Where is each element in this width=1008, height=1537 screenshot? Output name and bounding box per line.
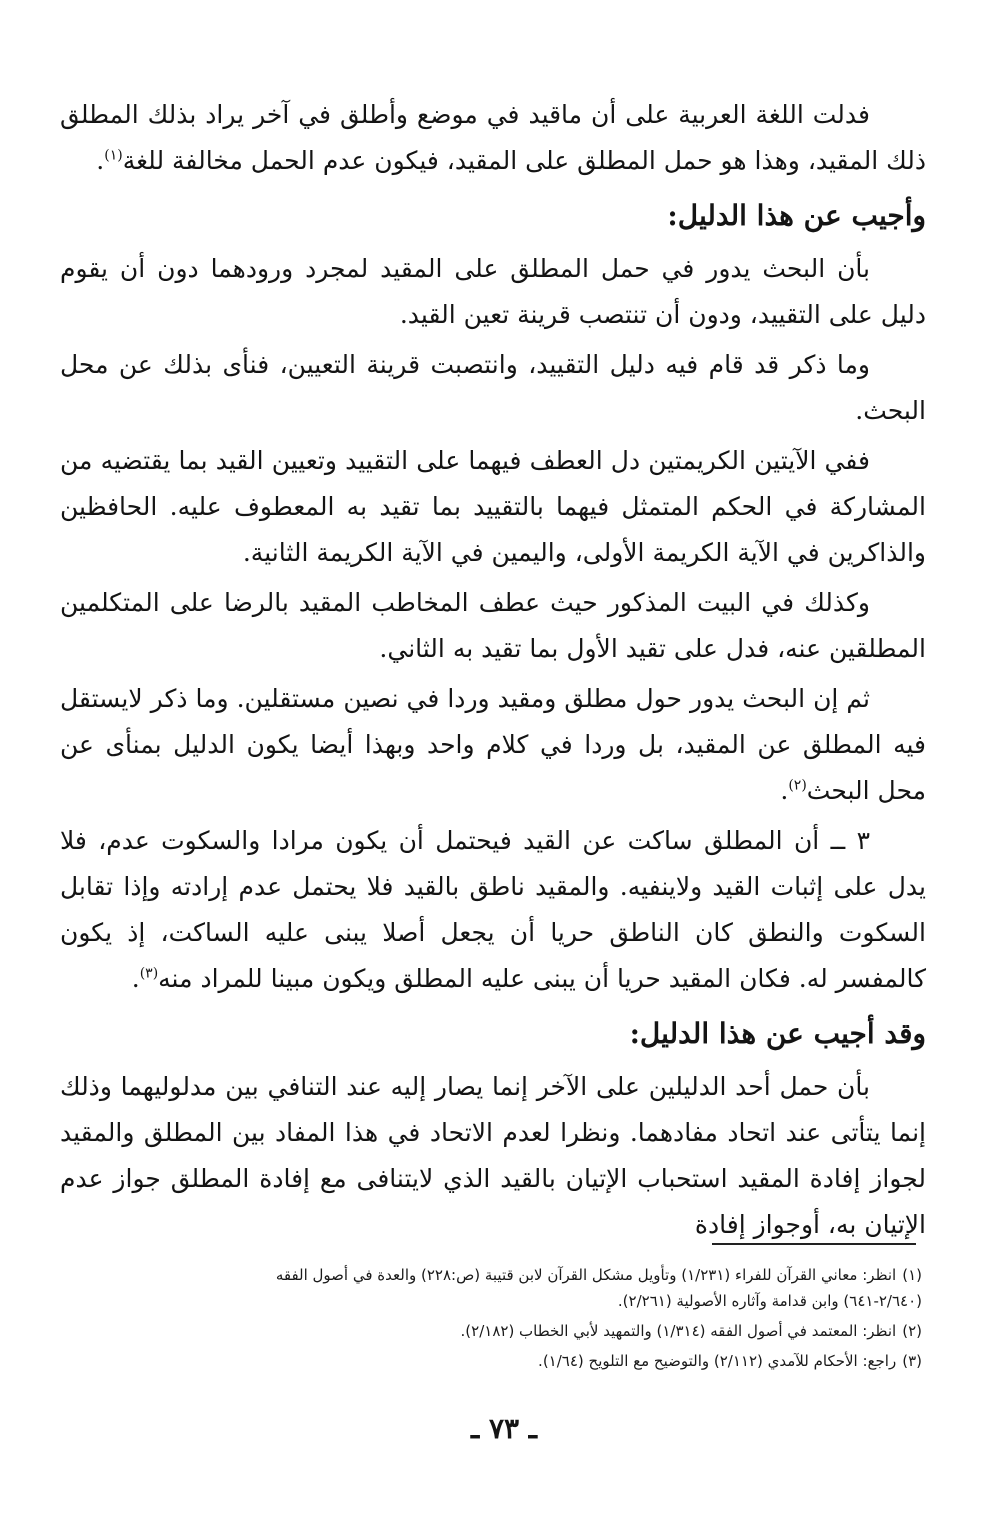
footnote-2-number: (٢) [902,1322,922,1340]
footnote-1 [60,1262,926,1314]
footnote-3 [60,1348,926,1374]
footnote-ref-1[interactable]: (١) [104,147,123,164]
footnotes [60,1262,926,1378]
footnote-3-number: (٣) [902,1352,922,1370]
footnote-divider [712,1243,916,1245]
paragraph-4: ففي الآيتين الكريمتين دل العطف فيهما على التقييد وتعيين القيد بما يقتضيه من المشاركة في الحكم المتمثل فيهما بالتقييد بما تقيد به المعطوف عليه. الحافظين والذاكرين في الآية الكريمة الأولى، واليمين في الآية الكريمة الثانية. [60,446,926,567]
paragraph-1-end: . [96,146,105,175]
footnote-2-text: انظر: المعتمد في أصول الفقه (١/٣١٤) والتمهيد لأبي الخطاب (٢/١٨٢). [460,1322,897,1340]
paragraph-1 [60,92,926,184]
paragraph-5: وكذلك في البيت المذكور حيث عطف المخاطب المقيد بالرضا على المتكلمين المطلقين عنه، فدل على تقيد الأول بما تقيد به الثاني. [60,588,926,663]
footnote-ref-3[interactable]: (٣) [139,965,159,982]
page-number: ـ ٧٣ ـ [471,1412,537,1445]
page-body [60,92,926,1248]
footnote-2 [60,1318,926,1344]
paragraph-8: بأن حمل أحد الدليلين على الآخر إنما يصار إليه عند التنافي بين مدلوليهما وذلك إنما يتأتى عند اتحاد مفادهما. ونظرا لعدم الاتحاد في هذا المفاد بين المطلق والمقيد لجواز إفادة المقيد استحباب الإتيان بالقيد الذي لايتنافى مع إفادة المطلق جواز عدم الإتيان به، أوجواز إفادة [60,1072,926,1239]
paragraph-3: وما ذكر قد قام فيه دليل التقييد، وانتصبت قرينة التعيين، فنأى بذلك عن محل البحث. [60,350,926,425]
footnote-ref-2[interactable]: (٢) [788,777,807,794]
footnote-3-text: راجع: الأحكام للآمدي (٢/١١٢) والتوضيح مع التلويح (١/٦٤). [538,1352,897,1370]
paragraph-6 [60,676,926,814]
footnote-1-text: انظر: معاني القرآن للفراء (١/٢٣١) وتأويل مشكل القرآن لابن قتيبة (ص:٢٢٨) والعدة في أصول الفقه [275,1266,897,1284]
paragraph-1-text: فدلت اللغة العربية على أن ماقيد في موضع وأطلق في آخر يراد بذلك المطلق ذلك المقيد، وهذا هو حمل المطلق على المقيد، فيكون عدم الحمل مخالفة للغة [60,100,926,175]
paragraph-7 [60,818,926,1002]
paragraph-2: بأن البحث يدور في حمل المطلق على المقيد لمجرد ورودهما دون أن يقوم دليل على التقييد، ودون أن تنتصب قرينة تعين القيد. [60,254,926,329]
paragraph-7-end: . [131,964,140,993]
paragraph-6-text: ثم إن البحث يدور حول مطلق ومقيد وردا في نصين مستقلين. وما ذكر لايستقل فيه المطلق عن المقيد، بل وردا في كلام واحد وبهذا أيضا يكون الدليل بمنأى عن محل البحث [60,684,926,805]
footnote-1-number: (١) [902,1266,922,1284]
section-heading-1: وأجيب عن هذا الدليل: [667,199,926,232]
section-heading-2: وقد أجيب عن هذا الدليل: [629,1017,926,1050]
footnote-1-continuation: (٢/٦٤٠-٦٤١) وابن قدامة وآثاره الأصولية (٢/٢٦١). [617,1292,922,1310]
paragraph-7-text: ٣ ــ أن المطلق ساكت عن القيد فيحتمل أن يكون مرادا والسكوت عدم، فلا يدل على إثبات القيد ولاينفيه. والمقيد ناطق بالقيد فلا يحتمل عدم إرادته وإذا تقابل السكوت والنطق كان الناطق حريا أن يجعل أصلا يبنى عليه الساكت، إذ يكون كالمفسر له. فكان المقيد حريا أن يبنى عليه المطلق ويكون مبينا للمراد منه [60,826,926,993]
paragraph-6-end: . [780,776,789,805]
